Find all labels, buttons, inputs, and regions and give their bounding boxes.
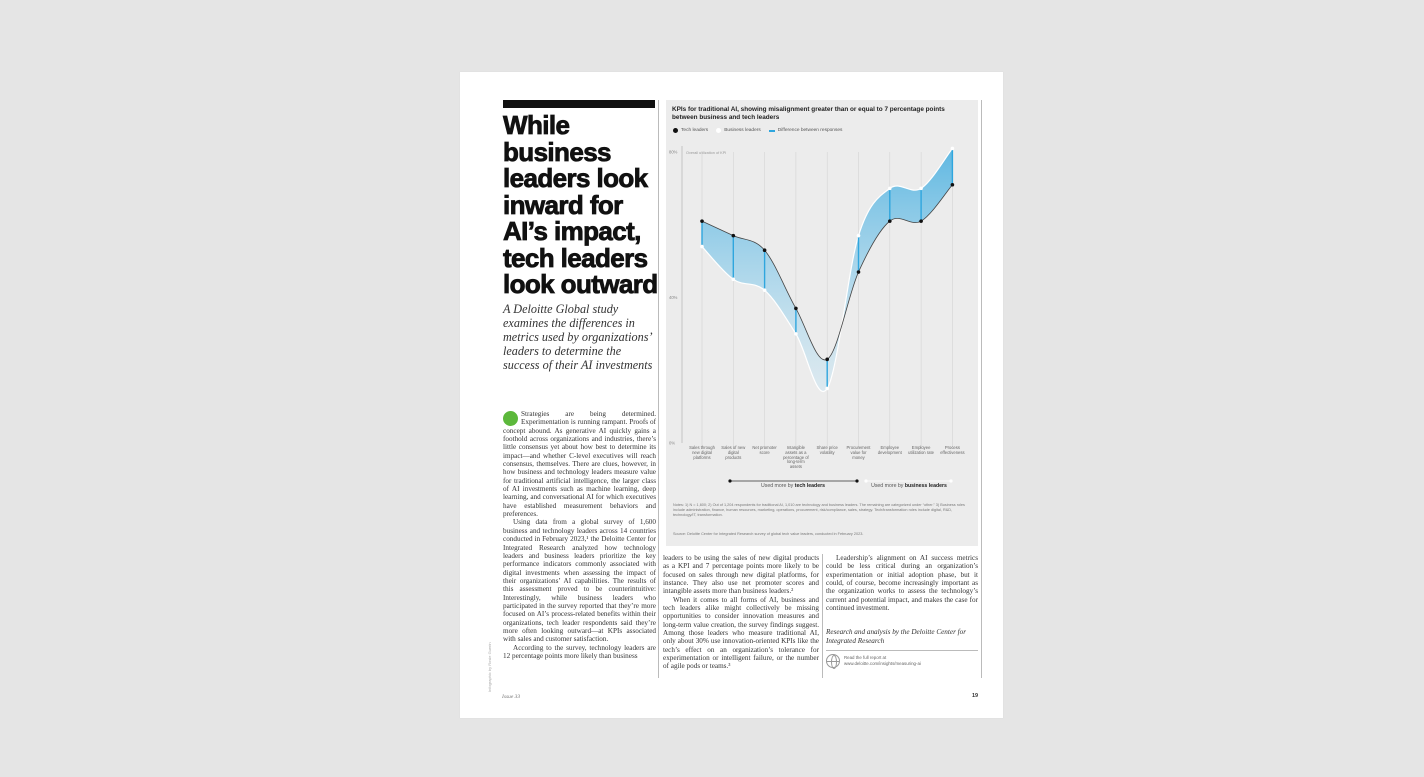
x-axis-label: Procurement value for money <box>846 445 871 460</box>
paragraph: When it comes to all forms of AI, business and tech leaders alike might collectively be missing opportunities to consider innovation measures and long-term value creation, the survey findings suggest. Among those leaders who measure traditional AI, only about 30% use innovation-oriented KPIs like the tech’s effect on an organization’s tolerance for experimentation or intelligent failure, or the number of agile pods or teams.³ <box>663 595 819 671</box>
chart-title: KPIs for traditional AI, showing misalignment greater than or equal to 7 percentage points between business and tech leaders <box>672 106 945 121</box>
issue-label: Issue 33 <box>502 694 521 700</box>
paragraph: Using data from a global survey of 1,600 business and technology leaders across 14 countries conducted in February 2023,¹ the Deloitte Center for Integrated Research analyzed how technology leaders and business leaders prioritize the key performance indicators commonly associated with digital investments when assessing the impact of their organizations’ AI capabilities. The results of this assessment proved to be counterintuitive: Interestingly, while business leaders who participated in the survey reported that they’re more focused on AI’s process-related benefits within their organizations, tech leader respondents said they’re more often looking outward—at KPIs associated with sales and customer satisfaction. <box>503 518 656 644</box>
read-more-label: Read the full report at <box>844 655 887 661</box>
svg-text:40%: 40% <box>669 295 678 300</box>
svg-text:Overall utilization of KPI: Overall utilization of KPI <box>686 151 727 155</box>
body-column-2 <box>663 554 819 671</box>
headline-rule <box>503 100 655 108</box>
globe-icon <box>826 654 840 668</box>
paragraph: leaders to be using the sales of new digital products as a KPI and 7 percentage points more likely to be focused on sales through new digital platforms, for instance. They also use net promoter scores and intangible assets more than business leaders.² <box>663 554 819 596</box>
x-axis-label: Employee utilization rate <box>908 445 935 455</box>
body-column-3 <box>826 554 978 668</box>
x-axis-label: Process effectiveness <box>940 445 965 455</box>
column-divider <box>822 554 823 678</box>
chart-notes: Notes: 1) N = 1,600; 2) Out of 1,204 respondents for traditional AI, 1,010 are technology and business leaders. The remaining are categorized under “other.” 3) Business roles include administration, finance, human resources, marketing, operations, procurement, risk/compliance, sales, strategy. Tech/transformation roles include digital, R&D, technology/IT, transformation. <box>673 503 965 517</box>
column-divider <box>658 100 659 678</box>
blue-dash-icon <box>769 130 775 132</box>
x-axis-label: Intangible assets as a percentage of long-term assets <box>783 445 809 470</box>
svg-text:0%: 0% <box>669 440 676 446</box>
x-axis-label: Net promoter score <box>752 445 777 455</box>
green-dropcap-dot <box>503 411 518 426</box>
black-dot-icon <box>673 128 678 133</box>
magazine-page <box>460 72 1003 718</box>
paragraph: According to the survey, technology leaders are 12 percentage points more likely than business <box>503 643 656 660</box>
read-more-url[interactable]: www.deloitte.com/insights/measuring-ai <box>844 661 921 667</box>
white-dot-icon <box>716 128 721 133</box>
x-axis-label: Sales of new digital products <box>721 445 746 460</box>
x-axis-label: Employee development <box>877 445 902 455</box>
research-credit: Research and analysis by the Deloitte Center for Integrated Research <box>826 628 978 651</box>
paragraph: Strategies are being determined. Experimentation is running rampant. Proofs of concept abound. As generative AI quickly gains a foothold across organizations and industries, there’s little consensus yet about how best to determine its impact—and whether C-level executives will reach consensus, themselves. There are clues, however, in how business and technology leaders measure value for traditional artificial intelligence, the larger class of AI investments such as machine learning, deep learning, and conversational AI for which executives have established measurement behaviors and preferences. <box>503 410 656 519</box>
x-axis-label: Sales through new digital platforms <box>689 445 715 460</box>
chart-panel <box>666 100 978 546</box>
body-column-1 <box>503 410 656 660</box>
headline: While business leaders look inward for AI’s impact, tech leaders look outward <box>503 110 658 299</box>
left-column <box>503 100 658 678</box>
chart-legend <box>673 128 842 133</box>
column-divider <box>981 100 982 678</box>
kpi-chart <box>666 140 978 450</box>
group-label-tech: Used more by tech leaders <box>760 483 825 489</box>
deck: A Deloitte Global study examines the differences in metrics used by organizations’ leaders to determine the success of their AI investments <box>503 301 653 372</box>
group-label-business: Used more by business leaders <box>871 483 947 489</box>
x-axis-label: Share price volatility <box>816 445 838 455</box>
document-viewer <box>20 0 1404 777</box>
side-credit: Infographic by Rosie Guerin <box>487 642 492 692</box>
paragraph: Leadership’s alignment on AI success metrics could be less critical during an organization’s experimentation or initial adoption phase, but it could, of course, become increasingly important as the organization works to assess the technology’s current and potential impact, and makes the case for continued investment. <box>826 554 978 613</box>
svg-text:80%: 80% <box>669 149 678 155</box>
legend-tech: Tech leaders <box>673 128 708 133</box>
legend-difference: Difference between responses <box>769 128 843 133</box>
legend-business: Business leaders <box>716 128 761 133</box>
chart-source: Source: Deloitte Center for Integrated Research survey of global tech value leaders, conducted in February 2023. <box>673 532 864 536</box>
read-more-link[interactable] <box>826 654 978 668</box>
page-number: 19 <box>972 693 979 699</box>
